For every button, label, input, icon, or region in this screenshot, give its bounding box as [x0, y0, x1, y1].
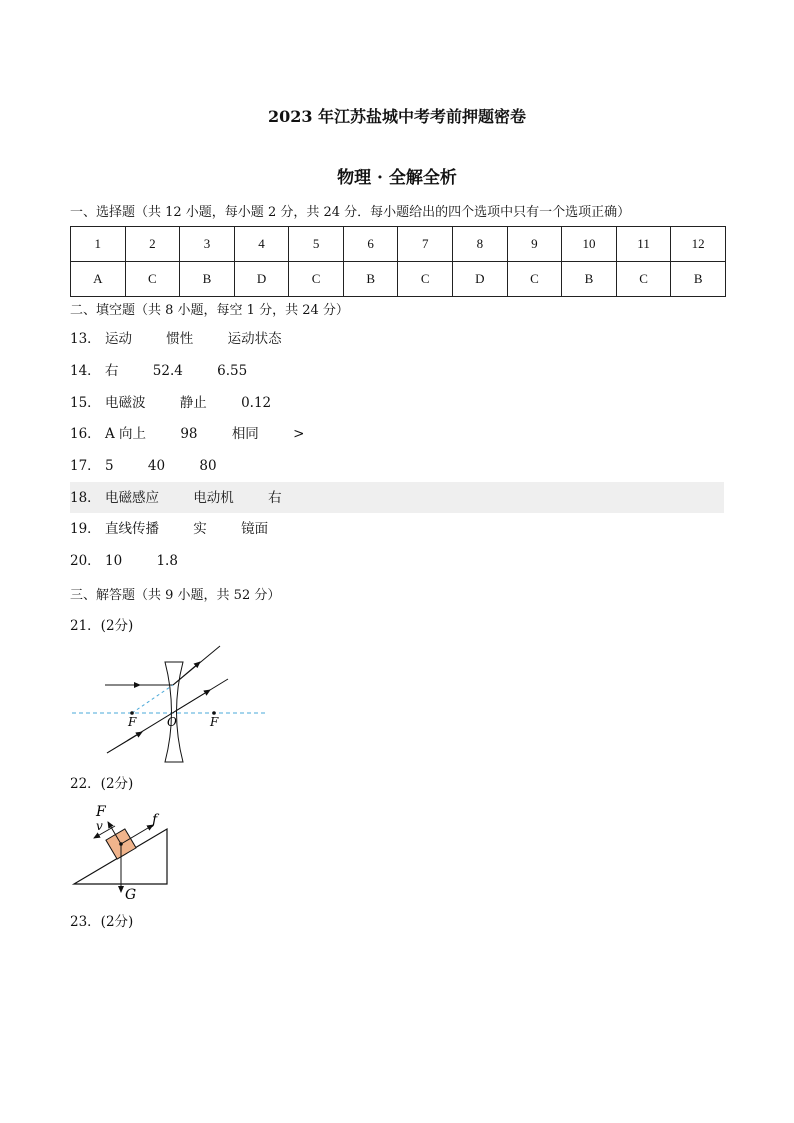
focal-label: F [128, 715, 137, 729]
item-number: 14． [70, 363, 101, 379]
optical-center-label: O [167, 715, 177, 729]
table-cell: B [180, 262, 235, 297]
table-cell: B [343, 262, 398, 297]
table-cell: C [125, 262, 180, 297]
answer-text: 5 [104, 458, 114, 474]
table-cell: 8 [453, 227, 508, 262]
answer-text: 98 [180, 426, 198, 442]
section-answer-heading: 三、解答题（共 9 小题，共 52 分） [70, 588, 281, 603]
answer-text: 惯性 [166, 331, 194, 347]
answer-text: 运动状态 [227, 331, 282, 347]
velocity-label: v [96, 819, 103, 833]
answer-text: 电动机 [193, 490, 234, 506]
list-item [70, 456, 217, 476]
table-cell: D [234, 262, 289, 297]
answer-text: 右 [104, 363, 119, 379]
table-cell: B [562, 262, 617, 297]
table-cell: 6 [343, 227, 398, 262]
table-cell: D [453, 262, 508, 297]
table-cell: 11 [616, 227, 671, 262]
question-21-label: 21．(2分) [70, 618, 134, 634]
page-title: 2023 年江苏盐城中考考前押题密卷 [267, 107, 527, 126]
section-choice-heading: 一、选择题（共 12 小题，每小题 2 分，共 24 分．每小题给出的四个选项中只有一个选项正确） [70, 205, 631, 220]
list-item [70, 551, 178, 571]
center-point [119, 842, 123, 846]
table-cell: 5 [289, 227, 344, 262]
answer-text: A 向上 [104, 426, 147, 442]
answer-text: 右 [268, 490, 282, 506]
table-cell: 2 [125, 227, 180, 262]
list-item [70, 488, 282, 508]
table-cell: C [616, 262, 671, 297]
item-number: 16． [70, 426, 101, 442]
table-cell: C [398, 262, 453, 297]
friction-label: f [152, 812, 158, 828]
table-cell: 4 [234, 227, 289, 262]
table-cell: C [289, 262, 344, 297]
table-row-numbers [71, 227, 726, 262]
answer-text: 直线传播 [104, 521, 159, 537]
normal-force-label: F [96, 804, 106, 820]
section-fill-heading: 二、填空题（共 8 小题，每空 1 分，共 24 分） [70, 303, 349, 318]
list-item [70, 329, 282, 349]
list-item [70, 519, 268, 539]
table-cell: 12 [671, 227, 726, 262]
answer-text: 镜面 [241, 521, 269, 537]
answer-text: 1.8 [156, 553, 178, 569]
answer-text: 52.4 [152, 363, 183, 379]
item-number: 13． [70, 331, 101, 347]
table-cell: C [507, 262, 562, 297]
item-number: 17． [70, 458, 101, 474]
item-number: 18． [70, 490, 101, 506]
item-number: 15． [70, 395, 101, 411]
answer-text: 电磁感应 [104, 490, 159, 506]
table-row-answers [71, 262, 726, 297]
answer-text: 运动 [104, 331, 132, 347]
answer-table [70, 226, 726, 297]
answer-text: 静止 [179, 395, 207, 411]
answer-text: 40 [147, 458, 166, 474]
answer-text: 相同 [231, 426, 259, 442]
question-23-label: 23．(2分) [70, 914, 134, 930]
ray-arrow [107, 732, 142, 753]
table-cell: 3 [180, 227, 235, 262]
virtual-ray [132, 685, 173, 713]
question-22-label: 22．(2分) [70, 776, 134, 792]
page-subtitle: 物理 · 全解全析 [337, 168, 457, 188]
ray-arrow [173, 662, 200, 685]
answer-text: 电磁波 [104, 395, 146, 411]
table-cell: B [671, 262, 726, 297]
answer-text: 实 [193, 521, 207, 537]
gravity-label: G [125, 887, 137, 903]
table-cell: 1 [71, 227, 126, 262]
ray-arrow [174, 690, 210, 712]
table-cell: 9 [507, 227, 562, 262]
table-cell: 7 [398, 227, 453, 262]
focal-label: F [210, 715, 219, 729]
list-item [70, 424, 304, 444]
item-number: 20． [70, 553, 101, 569]
answer-text: 80 [199, 458, 217, 474]
table-cell: 10 [562, 227, 617, 262]
table-cell: A [71, 262, 126, 297]
answer-text: 10 [104, 553, 123, 569]
answer-text: 0.12 [241, 395, 272, 411]
incline-diagram [70, 798, 180, 906]
answer-text: > [293, 426, 305, 442]
answer-text: 6.55 [217, 363, 248, 379]
list-item [70, 393, 271, 413]
list-item [70, 361, 247, 381]
item-number: 19． [70, 521, 101, 537]
lens-diagram [70, 640, 270, 770]
